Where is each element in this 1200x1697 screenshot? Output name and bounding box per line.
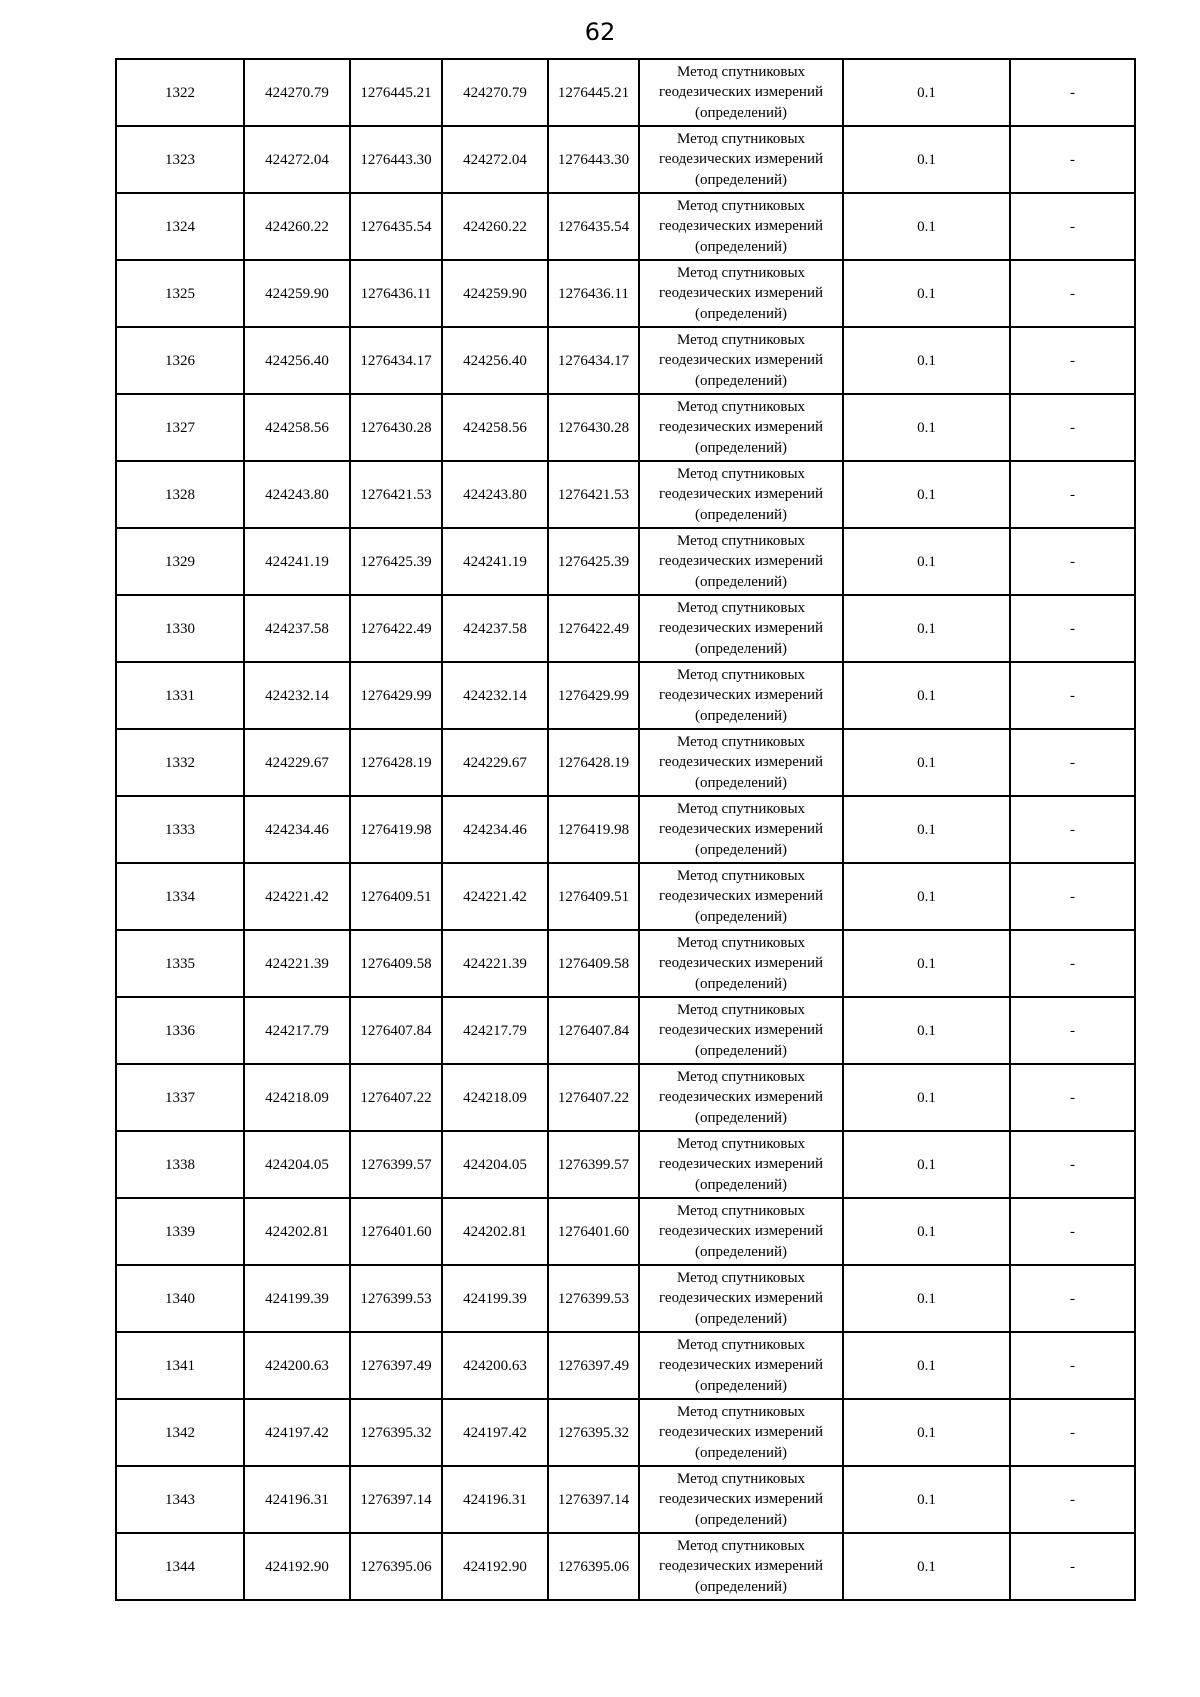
y-coordinate-existing-cell: 1276409.58 xyxy=(350,930,442,997)
point-number-cell: 1340 xyxy=(116,1265,244,1332)
method-text-line: (определений) xyxy=(695,841,787,858)
accuracy-cell: 0.1 xyxy=(843,930,1010,997)
table-row xyxy=(116,126,1135,193)
x-coordinate-existing-cell: 424241.19 xyxy=(244,528,350,595)
method-text-line: (определений) xyxy=(695,908,787,925)
method-text-line: (определений) xyxy=(695,774,787,791)
point-number-cell: 1343 xyxy=(116,1466,244,1533)
x-coordinate-existing-cell: 424256.40 xyxy=(244,327,350,394)
x-coordinate-specified-cell: 424270.79 xyxy=(442,59,548,126)
method-text-line: (определений) xyxy=(695,372,787,389)
y-coordinate-specified-cell: 1276401.60 xyxy=(548,1198,639,1265)
x-coordinate-specified-cell: 424204.05 xyxy=(442,1131,548,1198)
method-text-line: (определений) xyxy=(695,506,787,523)
note-cell: - xyxy=(1010,930,1135,997)
y-coordinate-specified-cell: 1276419.98 xyxy=(548,796,639,863)
x-coordinate-existing-cell: 424192.90 xyxy=(244,1533,350,1600)
method-cell xyxy=(639,1131,843,1198)
y-coordinate-specified-cell: 1276429.99 xyxy=(548,662,639,729)
method-cell xyxy=(639,729,843,796)
method-cell xyxy=(639,461,843,528)
method-cell xyxy=(639,126,843,193)
accuracy-cell: 0.1 xyxy=(843,997,1010,1064)
y-coordinate-existing-cell: 1276445.21 xyxy=(350,59,442,126)
method-text-line: геодезических измерений xyxy=(658,1558,824,1575)
point-number-cell: 1344 xyxy=(116,1533,244,1600)
table-row xyxy=(116,1265,1135,1332)
y-coordinate-specified-cell: 1276443.30 xyxy=(548,126,639,193)
table-row xyxy=(116,260,1135,327)
point-number-cell: 1325 xyxy=(116,260,244,327)
x-coordinate-existing-cell: 424258.56 xyxy=(244,394,350,461)
method-text-line: Метод спутниковых xyxy=(676,934,806,951)
method-text-line: (определений) xyxy=(695,1109,787,1126)
method-text-line: (определений) xyxy=(695,975,787,992)
y-coordinate-specified-cell: 1276399.53 xyxy=(548,1265,639,1332)
y-coordinate-specified-cell: 1276407.22 xyxy=(548,1064,639,1131)
method-text-line: (определений) xyxy=(695,439,787,456)
table-row xyxy=(116,1198,1135,1265)
method-cell xyxy=(639,528,843,595)
method-text-line: Метод спутниковых xyxy=(676,733,806,750)
method-text-line: (определений) xyxy=(695,1444,787,1461)
x-coordinate-specified-cell: 424234.46 xyxy=(442,796,548,863)
accuracy-cell: 0.1 xyxy=(843,1332,1010,1399)
table-row xyxy=(116,595,1135,662)
y-coordinate-specified-cell: 1276399.57 xyxy=(548,1131,639,1198)
table-row xyxy=(116,863,1135,930)
y-coordinate-existing-cell: 1276395.32 xyxy=(350,1399,442,1466)
note-cell: - xyxy=(1010,1064,1135,1131)
point-number-cell: 1323 xyxy=(116,126,244,193)
method-cell xyxy=(639,59,843,126)
method-text-line: геодезических измерений xyxy=(658,1491,824,1508)
point-number-cell: 1338 xyxy=(116,1131,244,1198)
coordinates-table xyxy=(115,58,1136,1601)
method-text-line: (определений) xyxy=(695,1511,787,1528)
method-text-line: (определений) xyxy=(695,1243,787,1260)
method-text-line: Метод спутниковых xyxy=(676,599,806,616)
method-text-line: геодезических измерений xyxy=(658,218,824,235)
accuracy-cell: 0.1 xyxy=(843,59,1010,126)
point-number-cell: 1322 xyxy=(116,59,244,126)
y-coordinate-existing-cell: 1276395.06 xyxy=(350,1533,442,1600)
method-cell xyxy=(639,1399,843,1466)
y-coordinate-specified-cell: 1276409.51 xyxy=(548,863,639,930)
method-text-line: (определений) xyxy=(695,1042,787,1059)
x-coordinate-specified-cell: 424272.04 xyxy=(442,126,548,193)
x-coordinate-specified-cell: 424196.31 xyxy=(442,1466,548,1533)
accuracy-cell: 0.1 xyxy=(843,1533,1010,1600)
y-coordinate-specified-cell: 1276395.32 xyxy=(548,1399,639,1466)
point-number-cell: 1337 xyxy=(116,1064,244,1131)
method-text-line: геодезических измерений xyxy=(658,151,824,168)
x-coordinate-specified-cell: 424232.14 xyxy=(442,662,548,729)
note-cell: - xyxy=(1010,528,1135,595)
y-coordinate-existing-cell: 1276435.54 xyxy=(350,193,442,260)
method-text-line: геодезических измерений xyxy=(658,419,824,436)
y-coordinate-existing-cell: 1276397.49 xyxy=(350,1332,442,1399)
method-text-line: геодезических измерений xyxy=(658,955,824,972)
y-coordinate-specified-cell: 1276425.39 xyxy=(548,528,639,595)
accuracy-cell: 0.1 xyxy=(843,1265,1010,1332)
x-coordinate-specified-cell: 424221.42 xyxy=(442,863,548,930)
method-cell xyxy=(639,595,843,662)
method-cell xyxy=(639,662,843,729)
table-row xyxy=(116,796,1135,863)
method-text-line: Метод спутниковых xyxy=(676,1068,806,1085)
method-text-line: геодезических измерений xyxy=(658,1022,824,1039)
x-coordinate-specified-cell: 424241.19 xyxy=(442,528,548,595)
method-text-line: геодезических измерений xyxy=(658,687,824,704)
table-row xyxy=(116,1064,1135,1131)
y-coordinate-existing-cell: 1276401.60 xyxy=(350,1198,442,1265)
method-cell xyxy=(639,997,843,1064)
accuracy-cell: 0.1 xyxy=(843,327,1010,394)
point-number-cell: 1336 xyxy=(116,997,244,1064)
table-row xyxy=(116,1533,1135,1600)
point-number-cell: 1334 xyxy=(116,863,244,930)
note-cell: - xyxy=(1010,394,1135,461)
accuracy-cell: 0.1 xyxy=(843,662,1010,729)
method-text-line: Метод спутниковых xyxy=(676,666,806,683)
method-cell xyxy=(639,1533,843,1600)
y-coordinate-existing-cell: 1276429.99 xyxy=(350,662,442,729)
note-cell: - xyxy=(1010,1131,1135,1198)
method-text-line: геодезических измерений xyxy=(658,553,824,570)
accuracy-cell: 0.1 xyxy=(843,1399,1010,1466)
x-coordinate-specified-cell: 424243.80 xyxy=(442,461,548,528)
x-coordinate-existing-cell: 424229.67 xyxy=(244,729,350,796)
note-cell: - xyxy=(1010,1198,1135,1265)
y-coordinate-existing-cell: 1276436.11 xyxy=(350,260,442,327)
note-cell: - xyxy=(1010,796,1135,863)
method-text-line: Метод спутниковых xyxy=(676,1470,806,1487)
table-body xyxy=(116,59,1135,1600)
x-coordinate-existing-cell: 424197.42 xyxy=(244,1399,350,1466)
x-coordinate-existing-cell: 424217.79 xyxy=(244,997,350,1064)
x-coordinate-existing-cell: 424260.22 xyxy=(244,193,350,260)
method-text-line: геодезических измерений xyxy=(658,285,824,302)
x-coordinate-specified-cell: 424217.79 xyxy=(442,997,548,1064)
note-cell: - xyxy=(1010,1466,1135,1533)
method-cell xyxy=(639,327,843,394)
x-coordinate-specified-cell: 424197.42 xyxy=(442,1399,548,1466)
accuracy-cell: 0.1 xyxy=(843,595,1010,662)
accuracy-cell: 0.1 xyxy=(843,461,1010,528)
note-cell: - xyxy=(1010,1265,1135,1332)
table-row xyxy=(116,327,1135,394)
y-coordinate-specified-cell: 1276397.49 xyxy=(548,1332,639,1399)
method-text-line: геодезических измерений xyxy=(658,352,824,369)
method-text-line: (определений) xyxy=(695,171,787,188)
method-cell xyxy=(639,193,843,260)
table-row xyxy=(116,1399,1135,1466)
point-number-cell: 1328 xyxy=(116,461,244,528)
method-cell xyxy=(639,260,843,327)
y-coordinate-existing-cell: 1276443.30 xyxy=(350,126,442,193)
y-coordinate-specified-cell: 1276397.14 xyxy=(548,1466,639,1533)
y-coordinate-specified-cell: 1276421.53 xyxy=(548,461,639,528)
table-row xyxy=(116,528,1135,595)
method-cell xyxy=(639,930,843,997)
method-text-line: геодезических измерений xyxy=(658,888,824,905)
table-row xyxy=(116,1131,1135,1198)
method-text-line: Метод спутниковых xyxy=(676,1336,806,1353)
y-coordinate-existing-cell: 1276407.22 xyxy=(350,1064,442,1131)
method-text-line: Метод спутниковых xyxy=(676,398,806,415)
table-row xyxy=(116,59,1135,126)
table-row xyxy=(116,394,1135,461)
x-coordinate-specified-cell: 424258.56 xyxy=(442,394,548,461)
y-coordinate-specified-cell: 1276395.06 xyxy=(548,1533,639,1600)
y-coordinate-existing-cell: 1276428.19 xyxy=(350,729,442,796)
method-text-line: (определений) xyxy=(695,104,787,121)
x-coordinate-existing-cell: 424221.42 xyxy=(244,863,350,930)
method-text-line: Метод спутниковых xyxy=(676,1537,806,1554)
x-coordinate-specified-cell: 424229.67 xyxy=(442,729,548,796)
point-number-cell: 1331 xyxy=(116,662,244,729)
method-text-line: Метод спутниковых xyxy=(676,1135,806,1152)
note-cell: - xyxy=(1010,863,1135,930)
method-text-line: Метод спутниковых xyxy=(676,331,806,348)
y-coordinate-existing-cell: 1276419.98 xyxy=(350,796,442,863)
x-coordinate-existing-cell: 424221.39 xyxy=(244,930,350,997)
point-number-cell: 1333 xyxy=(116,796,244,863)
method-text-line: (определений) xyxy=(695,1310,787,1327)
x-coordinate-specified-cell: 424199.39 xyxy=(442,1265,548,1332)
method-text-line: Метод спутниковых xyxy=(676,867,806,884)
x-coordinate-specified-cell: 424200.63 xyxy=(442,1332,548,1399)
accuracy-cell: 0.1 xyxy=(843,1198,1010,1265)
method-text-line: геодезических измерений xyxy=(658,821,824,838)
y-coordinate-existing-cell: 1276421.53 xyxy=(350,461,442,528)
y-coordinate-specified-cell: 1276445.21 xyxy=(548,59,639,126)
method-text-line: (определений) xyxy=(695,305,787,322)
table-row xyxy=(116,193,1135,260)
x-coordinate-existing-cell: 424196.31 xyxy=(244,1466,350,1533)
method-text-line: геодезических измерений xyxy=(658,1223,824,1240)
method-text-line: (определений) xyxy=(695,1377,787,1394)
x-coordinate-existing-cell: 424199.39 xyxy=(244,1265,350,1332)
y-coordinate-specified-cell: 1276435.54 xyxy=(548,193,639,260)
note-cell: - xyxy=(1010,1332,1135,1399)
method-text-line: геодезических измерений xyxy=(658,1156,824,1173)
x-coordinate-specified-cell: 424221.39 xyxy=(442,930,548,997)
x-coordinate-existing-cell: 424218.09 xyxy=(244,1064,350,1131)
method-cell xyxy=(639,796,843,863)
accuracy-cell: 0.1 xyxy=(843,1466,1010,1533)
x-coordinate-specified-cell: 424260.22 xyxy=(442,193,548,260)
accuracy-cell: 0.1 xyxy=(843,394,1010,461)
y-coordinate-existing-cell: 1276409.51 xyxy=(350,863,442,930)
note-cell: - xyxy=(1010,260,1135,327)
method-text-line: геодезических измерений xyxy=(658,1089,824,1106)
accuracy-cell: 0.1 xyxy=(843,729,1010,796)
method-cell xyxy=(639,1198,843,1265)
table-row xyxy=(116,461,1135,528)
method-text-line: (определений) xyxy=(695,238,787,255)
x-coordinate-specified-cell: 424256.40 xyxy=(442,327,548,394)
note-cell: - xyxy=(1010,327,1135,394)
x-coordinate-existing-cell: 424200.63 xyxy=(244,1332,350,1399)
x-coordinate-specified-cell: 424192.90 xyxy=(442,1533,548,1600)
table-row xyxy=(116,1332,1135,1399)
point-number-cell: 1339 xyxy=(116,1198,244,1265)
y-coordinate-specified-cell: 1276422.49 xyxy=(548,595,639,662)
point-number-cell: 1342 xyxy=(116,1399,244,1466)
page-number: 62 xyxy=(584,18,616,46)
note-cell: - xyxy=(1010,729,1135,796)
point-number-cell: 1330 xyxy=(116,595,244,662)
x-coordinate-specified-cell: 424202.81 xyxy=(442,1198,548,1265)
note-cell: - xyxy=(1010,595,1135,662)
method-text-line: (определений) xyxy=(695,1176,787,1193)
method-text-line: Метод спутниковых xyxy=(676,264,806,281)
x-coordinate-existing-cell: 424202.81 xyxy=(244,1198,350,1265)
method-text-line: геодезических измерений xyxy=(658,1357,824,1374)
y-coordinate-existing-cell: 1276425.39 xyxy=(350,528,442,595)
method-text-line: Метод спутниковых xyxy=(676,1202,806,1219)
method-text-line: геодезических измерений xyxy=(658,486,824,503)
x-coordinate-existing-cell: 424272.04 xyxy=(244,126,350,193)
accuracy-cell: 0.1 xyxy=(843,863,1010,930)
note-cell: - xyxy=(1010,1399,1135,1466)
note-cell: - xyxy=(1010,461,1135,528)
method-cell xyxy=(639,1265,843,1332)
method-text-line: геодезических измерений xyxy=(658,1424,824,1441)
note-cell: - xyxy=(1010,997,1135,1064)
accuracy-cell: 0.1 xyxy=(843,193,1010,260)
x-coordinate-specified-cell: 424259.90 xyxy=(442,260,548,327)
method-text-line: (определений) xyxy=(695,573,787,590)
method-text-line: Метод спутниковых xyxy=(676,1269,806,1286)
method-cell xyxy=(639,1064,843,1131)
y-coordinate-existing-cell: 1276434.17 xyxy=(350,327,442,394)
method-cell xyxy=(639,1332,843,1399)
point-number-cell: 1332 xyxy=(116,729,244,796)
y-coordinate-existing-cell: 1276399.57 xyxy=(350,1131,442,1198)
table-row xyxy=(116,1466,1135,1533)
x-coordinate-existing-cell: 424243.80 xyxy=(244,461,350,528)
y-coordinate-specified-cell: 1276436.11 xyxy=(548,260,639,327)
x-coordinate-specified-cell: 424237.58 xyxy=(442,595,548,662)
table-row xyxy=(116,729,1135,796)
method-text-line: Метод спутниковых xyxy=(676,465,806,482)
method-text-line: Метод спутниковых xyxy=(676,532,806,549)
y-coordinate-specified-cell: 1276430.28 xyxy=(548,394,639,461)
y-coordinate-existing-cell: 1276397.14 xyxy=(350,1466,442,1533)
method-text-line: (определений) xyxy=(695,640,787,657)
method-text-line: Метод спутниковых xyxy=(676,1403,806,1420)
accuracy-cell: 0.1 xyxy=(843,1064,1010,1131)
method-text-line: геодезических измерений xyxy=(658,84,824,101)
note-cell: - xyxy=(1010,126,1135,193)
x-coordinate-existing-cell: 424259.90 xyxy=(244,260,350,327)
point-number-cell: 1324 xyxy=(116,193,244,260)
accuracy-cell: 0.1 xyxy=(843,260,1010,327)
method-text-line: Метод спутниковых xyxy=(676,130,806,147)
table-row xyxy=(116,997,1135,1064)
x-coordinate-existing-cell: 424204.05 xyxy=(244,1131,350,1198)
accuracy-cell: 0.1 xyxy=(843,528,1010,595)
point-number-cell: 1329 xyxy=(116,528,244,595)
method-cell xyxy=(639,394,843,461)
y-coordinate-existing-cell: 1276422.49 xyxy=(350,595,442,662)
table-row xyxy=(116,930,1135,997)
x-coordinate-existing-cell: 424232.14 xyxy=(244,662,350,729)
method-text-line: Метод спутниковых xyxy=(676,197,806,214)
note-cell: - xyxy=(1010,662,1135,729)
accuracy-cell: 0.1 xyxy=(843,1131,1010,1198)
y-coordinate-existing-cell: 1276430.28 xyxy=(350,394,442,461)
y-coordinate-specified-cell: 1276434.17 xyxy=(548,327,639,394)
method-text-line: геодезических измерений xyxy=(658,620,824,637)
accuracy-cell: 0.1 xyxy=(843,796,1010,863)
method-cell xyxy=(639,1466,843,1533)
note-cell: - xyxy=(1010,59,1135,126)
point-number-cell: 1327 xyxy=(116,394,244,461)
x-coordinate-specified-cell: 424218.09 xyxy=(442,1064,548,1131)
y-coordinate-existing-cell: 1276399.53 xyxy=(350,1265,442,1332)
method-text-line: геодезических измерений xyxy=(658,1290,824,1307)
point-number-cell: 1326 xyxy=(116,327,244,394)
x-coordinate-existing-cell: 424234.46 xyxy=(244,796,350,863)
y-coordinate-specified-cell: 1276428.19 xyxy=(548,729,639,796)
y-coordinate-specified-cell: 1276407.84 xyxy=(548,997,639,1064)
method-text-line: (определений) xyxy=(695,1578,787,1595)
note-cell: - xyxy=(1010,1533,1135,1600)
method-text-line: (определений) xyxy=(695,707,787,724)
x-coordinate-existing-cell: 424270.79 xyxy=(244,59,350,126)
method-text-line: Метод спутниковых xyxy=(676,1001,806,1018)
method-text-line: Метод спутниковых xyxy=(676,63,806,80)
method-text-line: Метод спутниковых xyxy=(676,800,806,817)
point-number-cell: 1341 xyxy=(116,1332,244,1399)
y-coordinate-specified-cell: 1276409.58 xyxy=(548,930,639,997)
y-coordinate-existing-cell: 1276407.84 xyxy=(350,997,442,1064)
note-cell: - xyxy=(1010,193,1135,260)
method-text-line: геодезических измерений xyxy=(658,754,824,771)
method-cell xyxy=(639,863,843,930)
x-coordinate-existing-cell: 424237.58 xyxy=(244,595,350,662)
table-row xyxy=(116,662,1135,729)
point-number-cell: 1335 xyxy=(116,930,244,997)
accuracy-cell: 0.1 xyxy=(843,126,1010,193)
